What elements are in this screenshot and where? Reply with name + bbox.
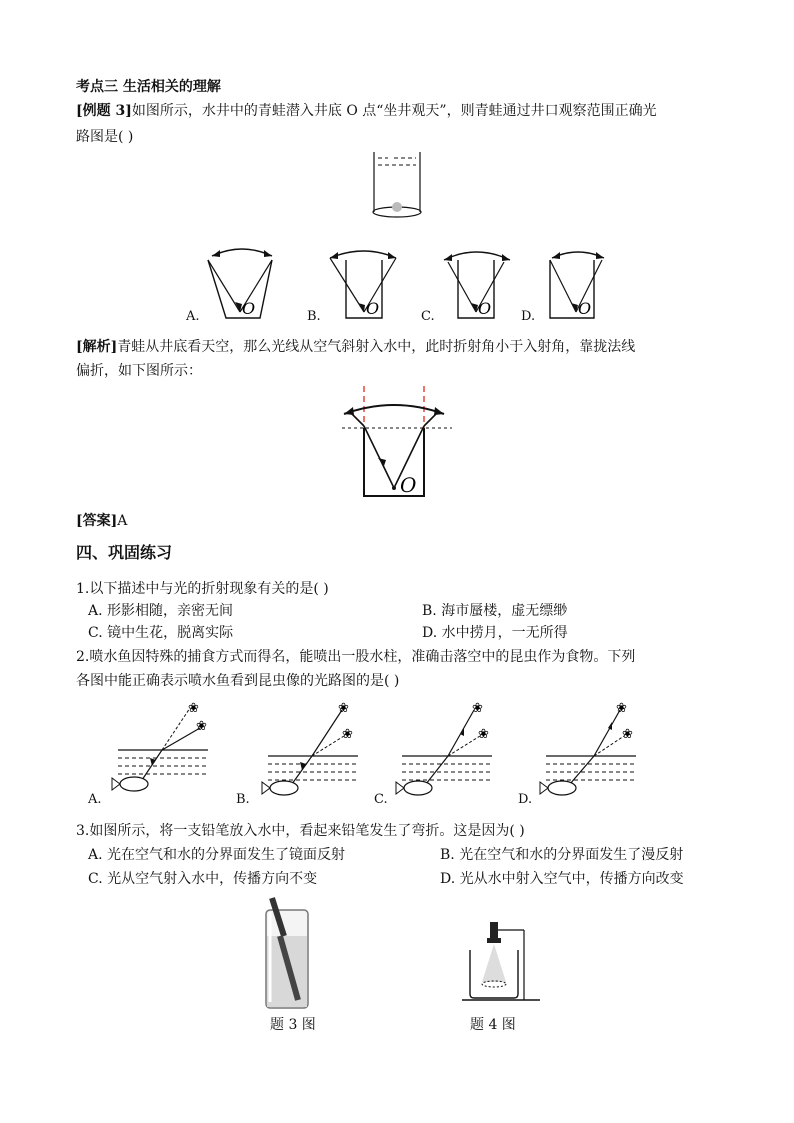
example-3-line1	[76, 102, 657, 120]
section-title: 考点三 生活相关的理解	[76, 79, 221, 95]
example-tag: [例题 3]	[76, 103, 132, 119]
q2-stem-line2: 各图中能正确表示喷水鱼看到昆虫像的光路图的是( )	[76, 673, 400, 689]
fish-icon	[270, 781, 298, 795]
answer-value: A	[117, 513, 128, 529]
analysis-text: 青蛙从井底看天空，那么光线从空气斜射入水中，此时折射角小于入射角，靠拢法线	[117, 339, 636, 355]
insect-icon: ❀	[338, 701, 349, 716]
q2-diagram-c	[396, 700, 506, 800]
q3-option-c: C. 光从空气射入水中，传播方向不变	[88, 871, 318, 887]
insect-icon: ❀	[472, 701, 483, 716]
q2-option-c-label: C.	[374, 792, 388, 807]
q2-option-d-label: D.	[518, 792, 533, 807]
q1-option-d: D. 水中捞月，一无所得	[422, 625, 568, 641]
option-d-label: D.	[521, 309, 536, 324]
option-c-diagram	[438, 244, 528, 324]
insect-icon: ❀	[188, 701, 199, 716]
point-o: O	[578, 299, 592, 318]
fish-icon	[120, 777, 148, 791]
q2-diagram-a	[112, 700, 222, 800]
option-a-diagram	[200, 244, 290, 324]
q3-option-a: A. 光在空气和水的分界面发生了镜面反射	[88, 847, 346, 863]
example-3-line2: 路图是( )	[76, 129, 134, 145]
q3-option-b: B. 光在空气和水的分界面发生了漫反射	[440, 847, 684, 863]
frog-shape	[392, 202, 402, 212]
q2-option-b-label: B.	[236, 792, 250, 807]
insect-icon: ❀	[622, 727, 633, 742]
insect-icon: ❀	[196, 719, 207, 734]
q2-option-a-label: A.	[88, 792, 102, 807]
q3-option-d: D. 光从水中射入空气中，传播方向改变	[440, 871, 684, 887]
insect-icon: ❀	[478, 727, 489, 742]
point-o: O	[478, 299, 492, 318]
figure-4-caption: 题 4 图	[470, 1017, 516, 1033]
q3-stem: 3.如图所示，将一支铅笔放入水中，看起来铅笔发生了弯折。这是因为( )	[76, 823, 525, 839]
q2-diagram-d	[540, 700, 650, 800]
q2-stem-line1: 2.喷水鱼因特殊的捕食方式而得名，能喷出一股水柱，准确击落空中的昆虫作为食物。下列	[76, 649, 636, 665]
point-o: O	[366, 299, 380, 318]
analysis-line2: 偏折，如下图所示：	[76, 363, 202, 379]
analysis-diagram	[336, 384, 460, 500]
q1-stem: 1.以下描述中与光的折射现象有关的是( )	[76, 581, 329, 597]
q1-option-b: B. 海市蜃楼，虚无缥缈	[422, 603, 568, 619]
option-a-label: A.	[186, 309, 200, 324]
figure-4-beaker-lamp	[462, 920, 542, 1004]
answer-line	[76, 512, 127, 530]
section4-heading: 四、巩固练习	[76, 543, 173, 562]
insect-icon: ❀	[342, 727, 353, 742]
q2-diagram-b	[262, 700, 372, 800]
point-o: O	[242, 299, 256, 318]
fish-icon	[404, 781, 432, 795]
option-b-label: B.	[307, 309, 321, 324]
option-d-diagram	[540, 244, 630, 324]
q1-option-a: A. 形影相随，亲密无间	[88, 603, 234, 619]
answer-tag: [答案]	[76, 513, 118, 529]
fish-icon	[548, 781, 576, 795]
example-text: 如图所示，水井中的青蛙潜入井底 O 点“坐井观天”，则青蛙通过井口观察范围正确光	[131, 103, 657, 119]
figure-3-glass-pencil	[262, 896, 312, 1012]
figure-3-caption: 题 3 图	[270, 1017, 316, 1033]
option-b-diagram	[324, 244, 414, 324]
insect-icon: ❀	[616, 701, 627, 716]
well-figure	[366, 150, 430, 222]
q1-option-c: C. 镜中生花，脱离实际	[88, 625, 234, 641]
analysis-tag: [解析]	[76, 339, 118, 355]
point-o: O	[400, 473, 417, 497]
option-c-label: C.	[421, 309, 435, 324]
analysis-line1	[76, 338, 635, 356]
